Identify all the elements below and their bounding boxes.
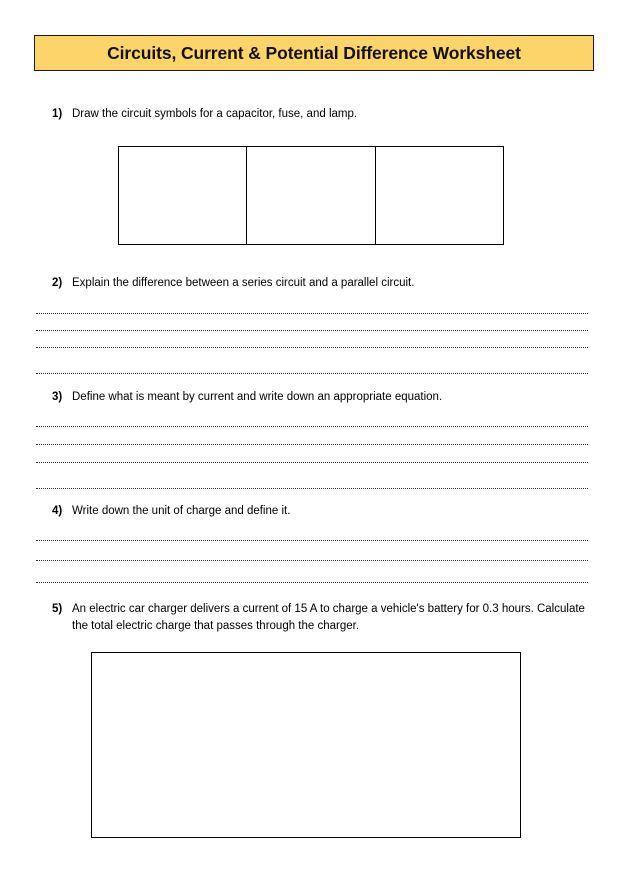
question-4-text: Write down the unit of charge and define it. <box>72 505 291 517</box>
answer-line[interactable] <box>36 329 588 331</box>
question-1 <box>52 106 592 123</box>
question-3 <box>52 389 592 406</box>
question-2-text: Explain the difference between a series circuit and a parallel circuit. <box>72 277 415 289</box>
question-5-number: 5) <box>52 603 63 615</box>
symbol-cell-capacitor[interactable] <box>119 147 246 244</box>
question-1-number: 1) <box>52 108 63 120</box>
working-answer-box[interactable] <box>91 652 521 838</box>
circuit-symbol-table <box>118 146 504 245</box>
question-5 <box>52 601 592 634</box>
symbol-cell-fuse[interactable] <box>246 147 374 244</box>
question-4 <box>52 503 592 520</box>
symbol-cell-lamp[interactable] <box>375 147 503 244</box>
answer-line[interactable] <box>36 372 588 374</box>
question-2 <box>52 275 592 292</box>
answer-line[interactable] <box>36 425 588 427</box>
question-5-text: An electric car charger delivers a current of 15 A to charge a vehicle's battery for 0.3 hours. Calculate the total electric charge that passes through the charger. <box>72 603 585 632</box>
page-title: Circuits, Current & Potential Difference Worksheet <box>107 42 521 63</box>
answer-line[interactable] <box>36 443 588 445</box>
worksheet-title-banner <box>34 35 594 71</box>
answer-line[interactable] <box>36 461 588 463</box>
answer-line[interactable] <box>36 487 588 489</box>
answer-line[interactable] <box>36 312 588 314</box>
answer-line[interactable] <box>36 346 588 348</box>
question-4-number: 4) <box>52 505 63 517</box>
answer-line[interactable] <box>36 539 588 541</box>
question-3-text: Define what is meant by current and write down an appropriate equation. <box>72 391 443 403</box>
question-2-number: 2) <box>52 277 63 289</box>
answer-line[interactable] <box>36 581 588 583</box>
question-1-text: Draw the circuit symbols for a capacitor, fuse, and lamp. <box>72 108 358 120</box>
answer-line[interactable] <box>36 559 588 561</box>
question-3-number: 3) <box>52 391 63 403</box>
